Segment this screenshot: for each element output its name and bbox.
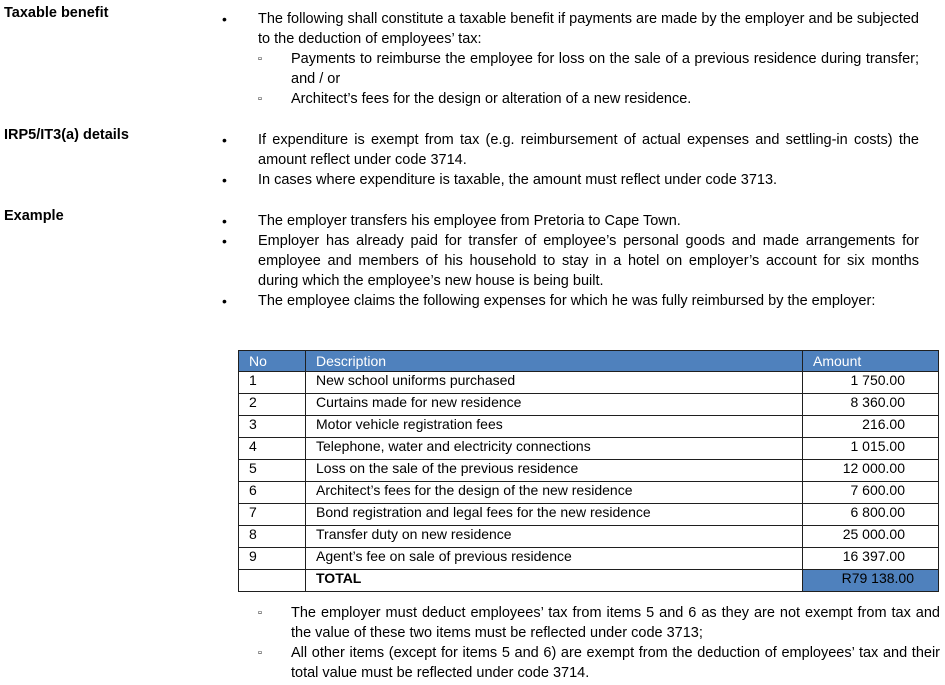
bullet-icon: • <box>222 11 227 27</box>
cell-no: 3 <box>239 416 306 438</box>
bullet-text: Employer has already paid for transfer of employee’s personal goods and made arrangements for employee and members of his household to stay in a hotel on employer’s account for six months during which the employee’s new house is being built. <box>258 233 919 289</box>
cell-amount: 8 360.00 <box>803 394 939 416</box>
table-row <box>239 416 939 438</box>
bullet-icon: • <box>222 293 227 309</box>
column-header-no: No <box>239 351 306 372</box>
table-row <box>239 504 939 526</box>
cell-description: Loss on the sale of the previous residence <box>306 460 803 482</box>
list-item <box>222 89 919 109</box>
total-amount: R79 138.00 <box>803 570 939 592</box>
table-header-row <box>239 351 939 372</box>
cell-description: Motor vehicle registration fees <box>306 416 803 438</box>
note-text: All other items (except for items 5 and 6) are exempt from the deduction of employees’ tax and their total value must be reflected under code 3714. <box>291 645 940 681</box>
cell-no: 4 <box>239 438 306 460</box>
cell-no: 5 <box>239 460 306 482</box>
table-row <box>239 460 939 482</box>
list-item <box>222 49 919 89</box>
cell-no: 7 <box>239 504 306 526</box>
list-item <box>222 231 919 291</box>
cell-description: Bond registration and legal fees for the new residence <box>306 504 803 526</box>
taxable-benefit-content <box>222 9 919 109</box>
table-row <box>239 394 939 416</box>
sub-bullet-text: Architect’s fees for the design or alteration of a new residence. <box>291 91 692 107</box>
cell-amount: 25 000.00 <box>803 526 939 548</box>
expenses-table <box>238 350 939 592</box>
bullet-text: If expenditure is exempt from tax (e.g. reimbursement of actual expenses and settling-in costs) the amount reflect under code 3714. <box>258 132 919 168</box>
table-row <box>239 548 939 570</box>
table-row <box>239 438 939 460</box>
cell-amount: 1 015.00 <box>803 438 939 460</box>
bullet-text: The following shall constitute a taxable benefit if payments are made by the employer and be subjected to the deduction of employees’ tax: <box>258 11 919 47</box>
cell-amount: 1 750.00 <box>803 372 939 394</box>
list-item <box>222 291 919 311</box>
cell-no-empty <box>239 570 306 592</box>
heading-taxable-benefit: Taxable benefit <box>4 5 109 21</box>
cell-no: 2 <box>239 394 306 416</box>
column-header-amount: Amount <box>803 351 939 372</box>
cell-no: 1 <box>239 372 306 394</box>
cell-description: Telephone, water and electricity connections <box>306 438 803 460</box>
cell-description: New school uniforms purchased <box>306 372 803 394</box>
bullet-icon: • <box>222 213 227 229</box>
sub-bullet-text: Payments to reimburse the employee for loss on the sale of a previous residence during transfer; and / or <box>291 51 919 87</box>
cell-amount: 12 000.00 <box>803 460 939 482</box>
example-notes <box>222 603 940 683</box>
heading-irp5-details: IRP5/IT3(a) details <box>4 127 129 143</box>
note-text: The employer must deduct employees’ tax from items 5 and 6 as they are not exempt from tax and the value of these two items must be reflected under code 3713; <box>291 605 940 641</box>
table-row <box>239 526 939 548</box>
bullet-text: The employer transfers his employee from Pretoria to Cape Town. <box>258 213 681 229</box>
example-content <box>222 211 919 311</box>
cell-amount: 16 397.00 <box>803 548 939 570</box>
cell-no: 6 <box>239 482 306 504</box>
cell-description: Curtains made for new residence <box>306 394 803 416</box>
bullet-icon: • <box>222 132 227 148</box>
table-row <box>239 372 939 394</box>
square-bullet-icon: ▫ <box>258 53 262 65</box>
cell-no: 9 <box>239 548 306 570</box>
list-item <box>222 9 919 49</box>
irp5-content <box>222 130 919 190</box>
square-bullet-icon: ▫ <box>258 93 262 105</box>
list-item <box>222 211 919 231</box>
bullet-icon: • <box>222 233 227 249</box>
list-item <box>222 643 940 683</box>
square-bullet-icon: ▫ <box>258 647 262 659</box>
list-item <box>222 170 919 190</box>
cell-amount: 6 800.00 <box>803 504 939 526</box>
total-label: TOTAL <box>306 570 803 592</box>
column-header-description: Description <box>306 351 803 372</box>
square-bullet-icon: ▫ <box>258 607 262 619</box>
cell-amount: 216.00 <box>803 416 939 438</box>
cell-description: Transfer duty on new residence <box>306 526 803 548</box>
cell-description: Architect’s fees for the design of the new residence <box>306 482 803 504</box>
list-item <box>222 603 940 643</box>
bullet-text: In cases where expenditure is taxable, the amount must reflect under code 3713. <box>258 172 778 188</box>
bullet-text: The employee claims the following expenses for which he was fully reimbursed by the employer: <box>258 293 876 309</box>
table-row <box>239 482 939 504</box>
cell-description: Agent’s fee on sale of previous residence <box>306 548 803 570</box>
heading-example: Example <box>4 208 64 224</box>
table-total-row <box>239 570 939 592</box>
bullet-icon: • <box>222 172 227 188</box>
list-item <box>222 130 919 170</box>
cell-no: 8 <box>239 526 306 548</box>
cell-amount: 7 600.00 <box>803 482 939 504</box>
